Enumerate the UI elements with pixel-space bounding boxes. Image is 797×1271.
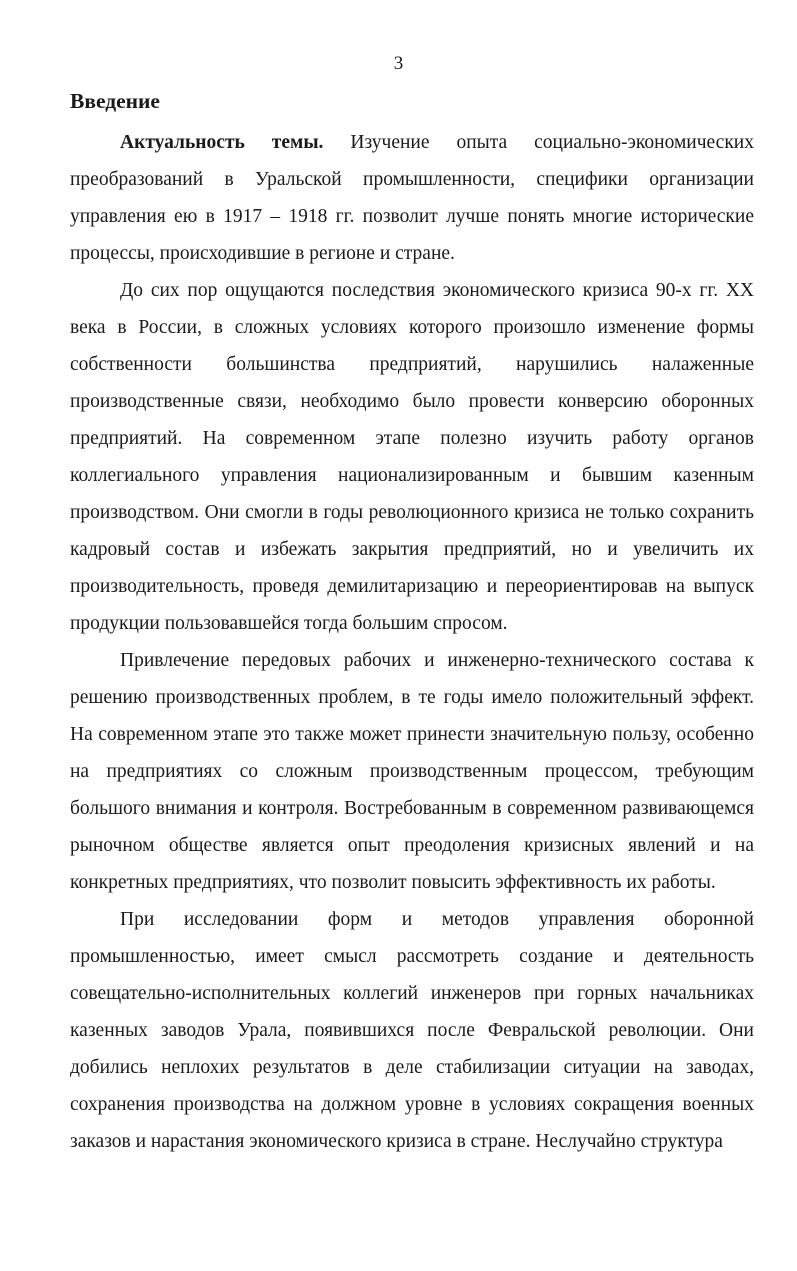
paragraph-research: При исследовании форм и методов управления оборонной промышленностью, имеет смысл рассмотреть создание и деятельность совещательно-исполнительных коллегий инженеров при горных начальниках казенных заводов Урала, появившихся после Февральской революции. Они добились неплохих результатов в деле стабилизации ситуации на заводах, сохранения производства на должном уровне в условиях сокращения военных заказов и нарастания экономического кризиса в стране. Неслучайно структура bbox=[70, 909, 754, 1152]
paragraph-lead: Актуальность темы. bbox=[120, 132, 324, 153]
section-heading: Введение bbox=[70, 89, 160, 113]
paragraph-text: Изучение опыта социально-экономических преобразований в Уральской промышленности, специфики организации управления ею в 1917 – 1918 гг. позволит лучше понять многие исторические процессы, происходившие в регионе и стране. bbox=[70, 132, 754, 264]
page-number: 3 bbox=[393, 53, 404, 74]
body-text bbox=[70, 124, 754, 1160]
paragraph-workers: Привлечение передовых рабочих и инженерно-технического состава к решению производственных проблем, в те годы имело положительный эффект. На современном этапе это также может принести значительную пользу, особенно на предприятиях со сложным производственным процессом, требующим большого внимания и контроля. Востребованным в современном развивающемся рыночном обществе является опыт преодоления кризисных явлений и на конкретных предприятиях, что позволит повысить эффективность их работы. bbox=[70, 650, 754, 893]
paragraph-relevance bbox=[70, 124, 754, 272]
paragraph-crisis: До сих пор ощущаются последствия экономического кризиса 90-х гг. XX века в России, в сложных условиях которого произошло изменение формы собственности большинства предприятий, нарушились налаженные производственные связи, необходимо было провести конверсию оборонных предприятий. На современном этапе полезно изучить работу органов коллегиального управления национализированным и бывшим казенным производством. Они смогли в годы революционного кризиса не только сохранить кадровый состав и избежать закрытия предприятий, но и увеличить их производительность, проведя демилитаризацию и переориентировав на выпуск продукции пользовавшейся тогда большим спросом. bbox=[70, 280, 754, 634]
